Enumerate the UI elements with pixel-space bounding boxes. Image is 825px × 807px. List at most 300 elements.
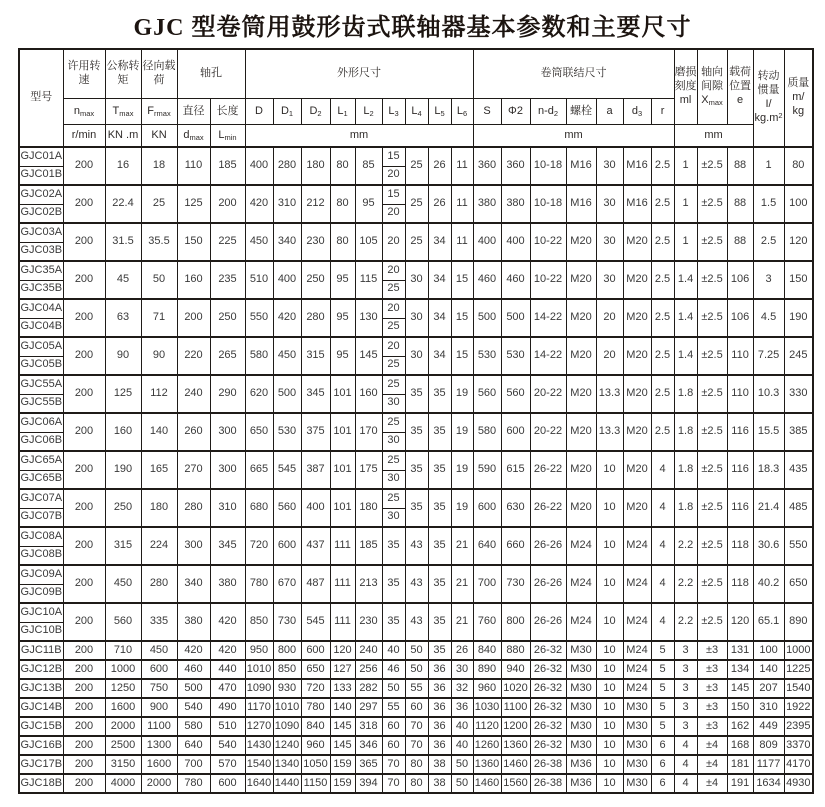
cell-L3: 30 — [382, 470, 405, 489]
cell-nmax: 200 — [63, 223, 105, 261]
cell-tmax: 560 — [105, 603, 141, 641]
cell-L1: 111 — [330, 565, 355, 603]
col-header-allowable-speed: 许用转速 — [63, 49, 105, 99]
cell-d3: M20 — [623, 489, 651, 527]
cell-phi2: 600 — [501, 413, 530, 451]
cell-L3: 25 — [382, 413, 405, 432]
cell-D2: 1150 — [301, 774, 330, 793]
cell-dmax: 200 — [177, 299, 210, 337]
cell-D: 450 — [245, 223, 273, 261]
cell-frmax: 180 — [141, 489, 177, 527]
cell-L2: 394 — [355, 774, 382, 793]
cell-phi2: 660 — [501, 527, 530, 565]
cell-d3: M30 — [623, 717, 651, 736]
cell-lmin: 540 — [210, 736, 245, 755]
cell-lmin: 345 — [210, 527, 245, 565]
cell-r: 5 — [651, 679, 674, 698]
cell-L6: 36 — [451, 698, 473, 717]
cell-xmax: ±3 — [697, 679, 727, 698]
mass-label: 质量 m/ — [787, 77, 810, 104]
cell-mass: 1540 — [784, 679, 813, 698]
cell-r: 2.5 — [651, 185, 674, 223]
cell-L4: 35 — [405, 413, 428, 451]
model-cell: GJC10B — [19, 622, 63, 641]
unit-frmax: KN — [141, 125, 177, 148]
cell-mass: 4930 — [784, 774, 813, 793]
col-header-inertia — [753, 49, 784, 147]
cell-L1: 95 — [330, 299, 355, 337]
cell-nd2: 26-38 — [530, 774, 566, 793]
cell-S: 760 — [473, 603, 501, 641]
cell-a: 13.3 — [596, 375, 623, 413]
cell-a: 10 — [596, 641, 623, 660]
cell-bolt: M20 — [566, 375, 596, 413]
mass-unit: kg — [792, 104, 805, 117]
cell-nmax: 200 — [63, 413, 105, 451]
cell-frmax: 112 — [141, 375, 177, 413]
cell-d3: M24 — [623, 679, 651, 698]
cell-L5: 38 — [428, 755, 451, 774]
cell-D1: 1240 — [273, 736, 301, 755]
model-cell: GJC16B — [19, 736, 63, 755]
cell-tmax: 63 — [105, 299, 141, 337]
cell-D2: 720 — [301, 679, 330, 698]
inertia-unit: $kg.m^2$ — [754, 111, 783, 125]
model-cell: GJC04B — [19, 318, 63, 337]
cell-frmax: 1100 — [141, 717, 177, 736]
cell-L3: 35 — [382, 603, 405, 641]
cell-dmax: 640 — [177, 736, 210, 755]
cell-inertia: 30.6 — [753, 527, 784, 565]
table-row — [19, 375, 813, 394]
cell-nd2: 26-38 — [530, 755, 566, 774]
cell-L5: 26 — [428, 185, 451, 223]
col-header-wear-scale — [674, 49, 697, 125]
cell-ml: 3 — [674, 679, 697, 698]
cell-bolt: M24 — [566, 603, 596, 641]
cell-D2: 487 — [301, 565, 330, 603]
model-cell: GJC01B — [19, 166, 63, 185]
cell-bolt: M30 — [566, 679, 596, 698]
cell-frmax: 165 — [141, 451, 177, 489]
table-row — [19, 261, 813, 280]
cell-bolt: M20 — [566, 299, 596, 337]
cell-L1: 133 — [330, 679, 355, 698]
cell-tmax: 16 — [105, 147, 141, 185]
table-row — [19, 774, 813, 793]
cell-ml: 3 — [674, 660, 697, 679]
col-symbol-d3: $d_3$ — [623, 99, 651, 125]
cell-inertia: 3 — [753, 261, 784, 299]
cell-L1: 95 — [330, 337, 355, 375]
cell-inertia: 1634 — [753, 774, 784, 793]
table-row — [19, 698, 813, 717]
cell-d3: M30 — [623, 698, 651, 717]
cell-frmax: 1300 — [141, 736, 177, 755]
cell-r: 5 — [651, 641, 674, 660]
cell-bolt: M36 — [566, 774, 596, 793]
cell-D: 1090 — [245, 679, 273, 698]
cell-a: 30 — [596, 185, 623, 223]
cell-nmax: 200 — [63, 717, 105, 736]
cell-nmax: 200 — [63, 489, 105, 527]
col-symbol-bolt: 螺栓 — [566, 99, 596, 125]
cell-inertia: 207 — [753, 679, 784, 698]
cell-ml: 2.2 — [674, 527, 697, 565]
cell-bolt: M24 — [566, 565, 596, 603]
col-symbol-phi2: Φ2 — [501, 99, 530, 125]
cell-L6: 40 — [451, 717, 473, 736]
cell-inertia: 100 — [753, 641, 784, 660]
cell-r: 6 — [651, 755, 674, 774]
cell-L3: 25 — [382, 280, 405, 299]
cell-ml: 4 — [674, 736, 697, 755]
col-header-model: 型号 — [19, 49, 63, 147]
cell-r: 2.5 — [651, 337, 674, 375]
cell-ml: 1.4 — [674, 261, 697, 299]
cell-ml: 1 — [674, 185, 697, 223]
cell-d3: M20 — [623, 299, 651, 337]
cell-bolt: M16 — [566, 147, 596, 185]
table-row — [19, 337, 813, 356]
cell-L3: 55 — [382, 698, 405, 717]
cell-D: 580 — [245, 337, 273, 375]
cell-mass: 245 — [784, 337, 813, 375]
cell-mass: 435 — [784, 451, 813, 489]
model-cell: GJC07B — [19, 508, 63, 527]
cell-e: 168 — [727, 736, 753, 755]
cell-L1: 159 — [330, 755, 355, 774]
cell-nmax: 200 — [63, 679, 105, 698]
cell-mass: 80 — [784, 147, 813, 185]
cell-L6: 11 — [451, 185, 473, 223]
cell-xmax: ±2.5 — [697, 375, 727, 413]
cell-D1: 1440 — [273, 774, 301, 793]
cell-L2: 145 — [355, 337, 382, 375]
cell-S: 960 — [473, 679, 501, 698]
col-symbol-L2: $L_2$ — [355, 99, 382, 125]
cell-lmin: 300 — [210, 451, 245, 489]
cell-nd2: 26-32 — [530, 698, 566, 717]
cell-phi2: 615 — [501, 451, 530, 489]
cell-phi2: 500 — [501, 299, 530, 337]
cell-r: 2.5 — [651, 375, 674, 413]
cell-D2: 840 — [301, 717, 330, 736]
cell-r: 2.5 — [651, 261, 674, 299]
table-header — [19, 49, 813, 147]
cell-tmax: 450 — [105, 565, 141, 603]
cell-D1: 850 — [273, 660, 301, 679]
cell-L4: 25 — [405, 147, 428, 185]
cell-tmax: 22.4 — [105, 185, 141, 223]
cell-e: 110 — [727, 375, 753, 413]
cell-mass: 650 — [784, 565, 813, 603]
cell-L3: 25 — [382, 318, 405, 337]
cell-frmax: 2000 — [141, 774, 177, 793]
cell-e: 116 — [727, 489, 753, 527]
cell-D: 1640 — [245, 774, 273, 793]
cell-phi2: 360 — [501, 147, 530, 185]
cell-e: 116 — [727, 451, 753, 489]
cell-L5: 36 — [428, 660, 451, 679]
cell-dmax: 420 — [177, 641, 210, 660]
cell-r: 6 — [651, 774, 674, 793]
cell-xmax: ±4 — [697, 736, 727, 755]
cell-D1: 530 — [273, 413, 301, 451]
cell-phi2: 1460 — [501, 755, 530, 774]
cell-D2: 1050 — [301, 755, 330, 774]
cell-L3: 25 — [382, 451, 405, 470]
cell-D2: 280 — [301, 299, 330, 337]
cell-L5: 35 — [428, 603, 451, 641]
cell-r: 2.5 — [651, 299, 674, 337]
cell-L3: 15 — [382, 185, 405, 204]
cell-L1: 101 — [330, 413, 355, 451]
model-cell: GJC13B — [19, 679, 63, 698]
table-row — [19, 451, 813, 470]
cell-d3: M20 — [623, 413, 651, 451]
cell-lmin: 310 — [210, 489, 245, 527]
cell-D1: 500 — [273, 375, 301, 413]
model-cell: GJC12B — [19, 660, 63, 679]
cell-D1: 670 — [273, 565, 301, 603]
cell-e: 118 — [727, 565, 753, 603]
cell-tmax: 2000 — [105, 717, 141, 736]
cell-tmax: 315 — [105, 527, 141, 565]
cell-xmax: ±2.5 — [697, 565, 727, 603]
cell-L2: 130 — [355, 299, 382, 337]
cell-S: 560 — [473, 375, 501, 413]
cell-lmin: 235 — [210, 261, 245, 299]
model-cell: GJC35A — [19, 261, 63, 280]
cell-inertia: 1177 — [753, 755, 784, 774]
cell-tmax: 1000 — [105, 660, 141, 679]
cell-L4: 70 — [405, 736, 428, 755]
cell-L3: 20 — [382, 337, 405, 356]
cell-inertia: 140 — [753, 660, 784, 679]
cell-mass: 150 — [784, 261, 813, 299]
cell-L3: 25 — [382, 489, 405, 508]
model-cell: GJC05B — [19, 356, 63, 375]
cell-e: 134 — [727, 660, 753, 679]
col-symbol-D: D — [245, 99, 273, 125]
cell-S: 890 — [473, 660, 501, 679]
cell-L4: 30 — [405, 337, 428, 375]
col-symbol-L3: $L_3$ — [382, 99, 405, 125]
cell-L3: 50 — [382, 679, 405, 698]
cell-L6: 21 — [451, 603, 473, 641]
cell-r: 4 — [651, 565, 674, 603]
cell-L3: 30 — [382, 394, 405, 413]
cell-D1: 560 — [273, 489, 301, 527]
cell-dmax: 580 — [177, 717, 210, 736]
cell-ml: 1 — [674, 147, 697, 185]
cell-e: 116 — [727, 413, 753, 451]
cell-L5: 34 — [428, 299, 451, 337]
cell-L1: 101 — [330, 375, 355, 413]
cell-d3: M30 — [623, 755, 651, 774]
table-row — [19, 489, 813, 508]
cell-L4: 35 — [405, 451, 428, 489]
unit-tmax: KN .m — [105, 125, 141, 148]
cell-frmax: 18 — [141, 147, 177, 185]
cell-frmax: 750 — [141, 679, 177, 698]
cell-a: 10 — [596, 527, 623, 565]
cell-dmax: 500 — [177, 679, 210, 698]
cell-D: 780 — [245, 565, 273, 603]
cell-phi2: 1020 — [501, 679, 530, 698]
col-symbol-nd2: $n-d_2$ — [530, 99, 566, 125]
cell-nd2: 14-22 — [530, 299, 566, 337]
model-cell: GJC11B — [19, 641, 63, 660]
table-row — [19, 565, 813, 584]
cell-inertia: 1 — [753, 147, 784, 185]
cell-D1: 545 — [273, 451, 301, 489]
cell-L3: 20 — [382, 299, 405, 318]
cell-mass: 190 — [784, 299, 813, 337]
model-cell: GJC02B — [19, 204, 63, 223]
cell-d3: M20 — [623, 375, 651, 413]
cell-L6: 19 — [451, 413, 473, 451]
cell-L2: 160 — [355, 375, 382, 413]
cell-D2: 375 — [301, 413, 330, 451]
cell-xmax: ±2.5 — [697, 413, 727, 451]
cell-mass: 3370 — [784, 736, 813, 755]
cell-d3: M20 — [623, 223, 651, 261]
cell-L6: 15 — [451, 299, 473, 337]
cell-nd2: 26-32 — [530, 717, 566, 736]
axial-clearance-label: 轴向间隙 — [701, 66, 724, 93]
model-cell: GJC08B — [19, 546, 63, 565]
cell-d3: M30 — [623, 774, 651, 793]
cell-D2: 600 — [301, 641, 330, 660]
cell-L3: 20 — [382, 223, 405, 261]
cell-e: 88 — [727, 223, 753, 261]
cell-L1: 101 — [330, 489, 355, 527]
unit-gap-mm: mm — [674, 125, 753, 148]
cell-d3: M16 — [623, 147, 651, 185]
table-row — [19, 299, 813, 318]
cell-L2: 318 — [355, 717, 382, 736]
cell-L5: 35 — [428, 527, 451, 565]
cell-D: 400 — [245, 147, 273, 185]
cell-inertia: 65.1 — [753, 603, 784, 641]
cell-lmin: 600 — [210, 774, 245, 793]
cell-e: 131 — [727, 641, 753, 660]
cell-D1: 1010 — [273, 698, 301, 717]
cell-phi2: 1100 — [501, 698, 530, 717]
cell-mass: 1922 — [784, 698, 813, 717]
cell-mass: 4170 — [784, 755, 813, 774]
cell-L5: 35 — [428, 375, 451, 413]
model-cell: GJC09B — [19, 584, 63, 603]
col-header-shaft-hole: 轴孔 — [177, 49, 245, 99]
cell-mass: 2395 — [784, 717, 813, 736]
model-cell: GJC15B — [19, 717, 63, 736]
cell-nmax: 200 — [63, 641, 105, 660]
cell-L5: 38 — [428, 774, 451, 793]
cell-mass: 485 — [784, 489, 813, 527]
table-row — [19, 147, 813, 166]
cell-L4: 43 — [405, 603, 428, 641]
cell-ml: 3 — [674, 717, 697, 736]
cell-bolt: M24 — [566, 527, 596, 565]
cell-S: 1120 — [473, 717, 501, 736]
cell-r: 4 — [651, 451, 674, 489]
cell-nmax: 200 — [63, 527, 105, 565]
cell-L4: 50 — [405, 641, 428, 660]
cell-S: 1260 — [473, 736, 501, 755]
cell-S: 1360 — [473, 755, 501, 774]
cell-frmax: 335 — [141, 603, 177, 641]
cell-L4: 50 — [405, 660, 428, 679]
cell-a: 10 — [596, 774, 623, 793]
col-symbol-frmax: $F_{rmax}$ — [141, 99, 177, 125]
cell-frmax: 50 — [141, 261, 177, 299]
table-row — [19, 717, 813, 736]
cell-L5: 26 — [428, 147, 451, 185]
cell-bolt: M20 — [566, 489, 596, 527]
cell-xmax: ±2.5 — [697, 337, 727, 375]
cell-L1: 80 — [330, 185, 355, 223]
table-row — [19, 413, 813, 432]
cell-L6: 19 — [451, 451, 473, 489]
cell-L3: 20 — [382, 261, 405, 280]
cell-lmin: 510 — [210, 717, 245, 736]
cell-L3: 70 — [382, 774, 405, 793]
cell-bolt: M20 — [566, 337, 596, 375]
table-row — [19, 660, 813, 679]
cell-L2: 282 — [355, 679, 382, 698]
cell-D2: 315 — [301, 337, 330, 375]
model-cell: GJC04A — [19, 299, 63, 318]
model-cell: GJC06B — [19, 432, 63, 451]
cell-inertia: 310 — [753, 698, 784, 717]
cell-frmax: 1600 — [141, 755, 177, 774]
cell-D1: 800 — [273, 641, 301, 660]
cell-phi2: 1560 — [501, 774, 530, 793]
cell-D1: 400 — [273, 261, 301, 299]
cell-dmax: 340 — [177, 565, 210, 603]
cell-phi2: 460 — [501, 261, 530, 299]
cell-r: 2.5 — [651, 223, 674, 261]
cell-inertia: 18.3 — [753, 451, 784, 489]
cell-L1: 145 — [330, 736, 355, 755]
cell-D2: 387 — [301, 451, 330, 489]
cell-xmax: ±3 — [697, 641, 727, 660]
model-cell: GJC08A — [19, 527, 63, 546]
cell-xmax: ±2.5 — [697, 489, 727, 527]
cell-L6: 19 — [451, 489, 473, 527]
cell-L2: 346 — [355, 736, 382, 755]
cell-mass: 120 — [784, 223, 813, 261]
col-header-nominal-torque: 公称转矩 — [105, 49, 141, 99]
cell-L5: 36 — [428, 679, 451, 698]
cell-L4: 30 — [405, 299, 428, 337]
cell-a: 10 — [596, 736, 623, 755]
cell-L3: 25 — [382, 356, 405, 375]
unit-dmax: $d_{max}$ — [177, 125, 210, 148]
cell-inertia: 809 — [753, 736, 784, 755]
cell-a: 10 — [596, 603, 623, 641]
unit-nmax: r/min — [63, 125, 105, 148]
cell-frmax: 280 — [141, 565, 177, 603]
cell-S: 590 — [473, 451, 501, 489]
cell-L1: 145 — [330, 717, 355, 736]
cell-dmax: 700 — [177, 755, 210, 774]
cell-lmin: 185 — [210, 147, 245, 185]
cell-frmax: 450 — [141, 641, 177, 660]
